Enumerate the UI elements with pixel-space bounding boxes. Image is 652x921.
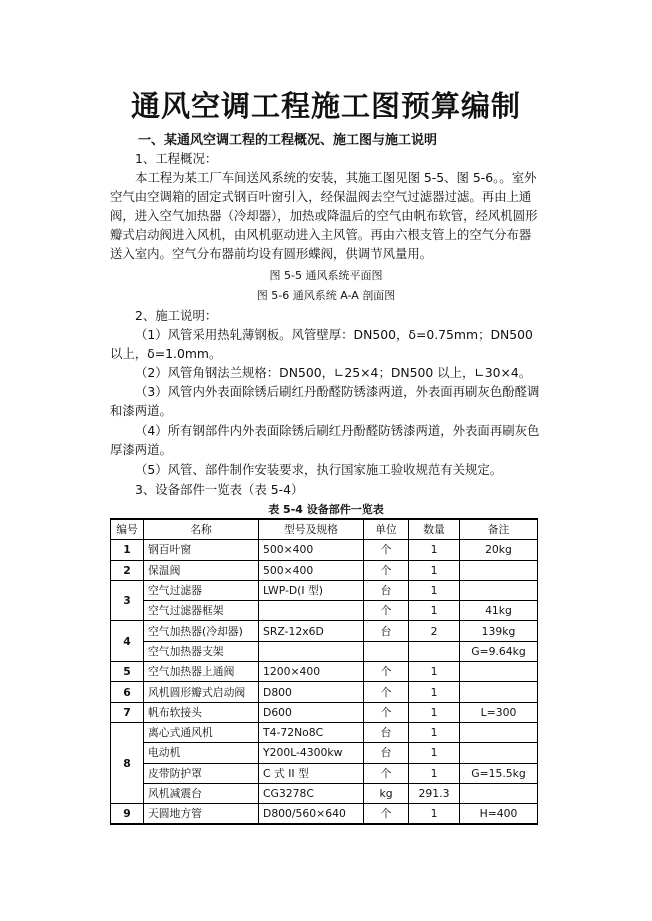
cell-no: 2 bbox=[111, 560, 144, 580]
cell-note bbox=[460, 560, 538, 580]
cell-qty: 1 bbox=[409, 560, 460, 580]
column-header: 编号 bbox=[111, 519, 144, 540]
cell-name: 风机减震台 bbox=[144, 783, 259, 803]
cell-no: 1 bbox=[111, 540, 144, 560]
table-row bbox=[111, 682, 538, 702]
cell-unit: 个 bbox=[364, 702, 409, 722]
cell-qty: 1 bbox=[409, 763, 460, 783]
cell-note bbox=[460, 662, 538, 682]
equipment-table bbox=[110, 518, 538, 825]
cell-spec: 500×400 bbox=[259, 540, 364, 560]
cell-qty: 1 bbox=[409, 702, 460, 722]
figure-caption-5-5: 图 5-5 通风系统平面图 bbox=[269, 269, 383, 282]
cell-unit: 个 bbox=[364, 682, 409, 702]
cell-note bbox=[460, 783, 538, 803]
construction-heading: 2、施工说明： bbox=[135, 308, 218, 323]
cell-name: 帆布软接头 bbox=[144, 702, 259, 722]
cell-spec bbox=[259, 641, 364, 661]
cell-note: 20kg bbox=[460, 540, 538, 560]
construction-item: （5）风管、部件制作安装要求，执行国家施工验收规范有关规定。 bbox=[135, 462, 503, 477]
cell-name: 空气过滤器框架 bbox=[144, 601, 259, 621]
column-header: 数量 bbox=[409, 519, 460, 540]
cell-spec: SRZ-12x6D bbox=[259, 621, 364, 641]
cell-no: 3 bbox=[111, 580, 144, 621]
cell-qty: 1 bbox=[409, 580, 460, 600]
table-header-row bbox=[111, 519, 538, 540]
table-row bbox=[111, 722, 538, 742]
column-header: 单位 bbox=[364, 519, 409, 540]
construction-item: （4）所有钢部件内外表面除锈后刷红丹酚醛防锈漆两道，外表面再刷灰色厚漆两道。 bbox=[110, 423, 540, 457]
cell-name: 皮带防护罩 bbox=[144, 763, 259, 783]
equipment-heading: 3、设备部件一览表（表 5-4） bbox=[135, 482, 304, 497]
overview-text: 本工程为某工厂车间送风系统的安装，其施工图见图 5-5、图 5-6。。室外空气由空调箱的固定式钢百叶窗引入，经保温阀去空气过滤器过滤。再由上通阀，进入空气加热器（冷却器），加热或降温后的空气由帆布软管，经风机圆形瓣式启动阀进入风机，由风机驱动进入主风管。再由六根支管上的空气分布器送入室内。空气分布器前均设有圆形蝶阀，供调节风量用。 bbox=[110, 170, 538, 261]
table-row bbox=[111, 560, 538, 580]
cell-qty: 1 bbox=[409, 722, 460, 742]
cell-name: 空气加热器上通阀 bbox=[144, 662, 259, 682]
cell-qty: 1 bbox=[409, 662, 460, 682]
cell-no: 7 bbox=[111, 702, 144, 722]
cell-qty: 1 bbox=[409, 540, 460, 560]
table-row bbox=[111, 662, 538, 682]
cell-note: L=300 bbox=[460, 702, 538, 722]
cell-no: 6 bbox=[111, 682, 144, 702]
table-row bbox=[111, 580, 538, 600]
cell-spec: 1200×400 bbox=[259, 662, 364, 682]
cell-unit: 台 bbox=[364, 743, 409, 763]
cell-name: 钢百叶窗 bbox=[144, 540, 259, 560]
cell-qty: 291.3 bbox=[409, 783, 460, 803]
cell-name: 风机圆形瓣式启动阀 bbox=[144, 682, 259, 702]
table-row bbox=[111, 601, 538, 621]
table-row bbox=[111, 763, 538, 783]
column-header: 备注 bbox=[460, 519, 538, 540]
cell-unit bbox=[364, 641, 409, 661]
cell-note: G=15.5kg bbox=[460, 763, 538, 783]
cell-unit: kg bbox=[364, 783, 409, 803]
cell-name: 空气过滤器 bbox=[144, 580, 259, 600]
cell-qty: 1 bbox=[409, 743, 460, 763]
construction-item: （2）风管角钢法兰规格：DN500，∟25×4；DN500 以上，∟30×4。 bbox=[135, 365, 532, 380]
section-heading: 一、某通风空调工程的工程概况、施工图与施工说明 bbox=[138, 133, 438, 148]
cell-name: 空气加热器支架 bbox=[144, 641, 259, 661]
cell-name: 空气加热器(冷却器) bbox=[144, 621, 259, 641]
cell-unit: 个 bbox=[364, 560, 409, 580]
table-row bbox=[111, 783, 538, 803]
page-title: 通风空调工程施工图预算编制 bbox=[130, 89, 521, 123]
cell-qty: 2 bbox=[409, 621, 460, 641]
cell-spec: C 式 II 型 bbox=[259, 763, 364, 783]
table-caption: 表 5-4 设备部件一览表 bbox=[268, 503, 384, 516]
table-row bbox=[111, 641, 538, 661]
cell-note: 139kg bbox=[460, 621, 538, 641]
figure-caption-5-6: 图 5-6 通风系统 A-A 剖面图 bbox=[256, 289, 396, 302]
column-header: 名称 bbox=[144, 519, 259, 540]
table-row bbox=[111, 540, 538, 560]
cell-spec bbox=[259, 601, 364, 621]
cell-unit: 个 bbox=[364, 763, 409, 783]
table-row bbox=[111, 743, 538, 763]
cell-name: 天圆地方管 bbox=[144, 804, 259, 825]
cell-qty: 1 bbox=[409, 804, 460, 825]
cell-spec: D600 bbox=[259, 702, 364, 722]
cell-note: G=9.64kg bbox=[460, 641, 538, 661]
table-row bbox=[111, 804, 538, 825]
cell-note: H=400 bbox=[460, 804, 538, 825]
overview-heading: 1、工程概况： bbox=[135, 151, 218, 166]
cell-spec: D800 bbox=[259, 682, 364, 702]
cell-no: 9 bbox=[111, 804, 144, 825]
cell-no: 8 bbox=[111, 722, 144, 803]
column-header: 型号及规格 bbox=[259, 519, 364, 540]
table-row bbox=[111, 621, 538, 641]
cell-name: 保温阀 bbox=[144, 560, 259, 580]
cell-note bbox=[460, 682, 538, 702]
cell-unit: 台 bbox=[364, 580, 409, 600]
cell-spec: 500×400 bbox=[259, 560, 364, 580]
cell-no: 4 bbox=[111, 621, 144, 662]
cell-unit: 台 bbox=[364, 722, 409, 742]
cell-note bbox=[460, 580, 538, 600]
cell-unit: 个 bbox=[364, 540, 409, 560]
construction-item: （1）风管采用热轧薄钢板。风管壁厚：DN500，δ=0.75mm；DN500 以上，δ=1.0mm。 bbox=[110, 327, 533, 361]
cell-qty: 1 bbox=[409, 682, 460, 702]
cell-qty: 1 bbox=[409, 601, 460, 621]
cell-unit: 个 bbox=[364, 804, 409, 825]
cell-spec: T4-72No8C bbox=[259, 722, 364, 742]
cell-qty bbox=[409, 641, 460, 661]
cell-spec: LWP-D(I 型) bbox=[259, 580, 364, 600]
cell-name: 离心式通风机 bbox=[144, 722, 259, 742]
cell-spec: D800/560×640 bbox=[259, 804, 364, 825]
cell-no: 5 bbox=[111, 662, 144, 682]
cell-unit: 个 bbox=[364, 662, 409, 682]
cell-name: 电动机 bbox=[144, 743, 259, 763]
construction-item: （3）风管内外表面除锈后刷红丹酚醛防锈漆两道，外表面再刷灰色酚醛调和漆两道。 bbox=[110, 384, 540, 418]
cell-unit: 个 bbox=[364, 601, 409, 621]
cell-spec: Y200L-4300kw bbox=[259, 743, 364, 763]
cell-spec: CG3278C bbox=[259, 783, 364, 803]
cell-unit: 台 bbox=[364, 621, 409, 641]
cell-note bbox=[460, 722, 538, 742]
table-row bbox=[111, 702, 538, 722]
cell-note bbox=[460, 743, 538, 763]
cell-note: 41kg bbox=[460, 601, 538, 621]
